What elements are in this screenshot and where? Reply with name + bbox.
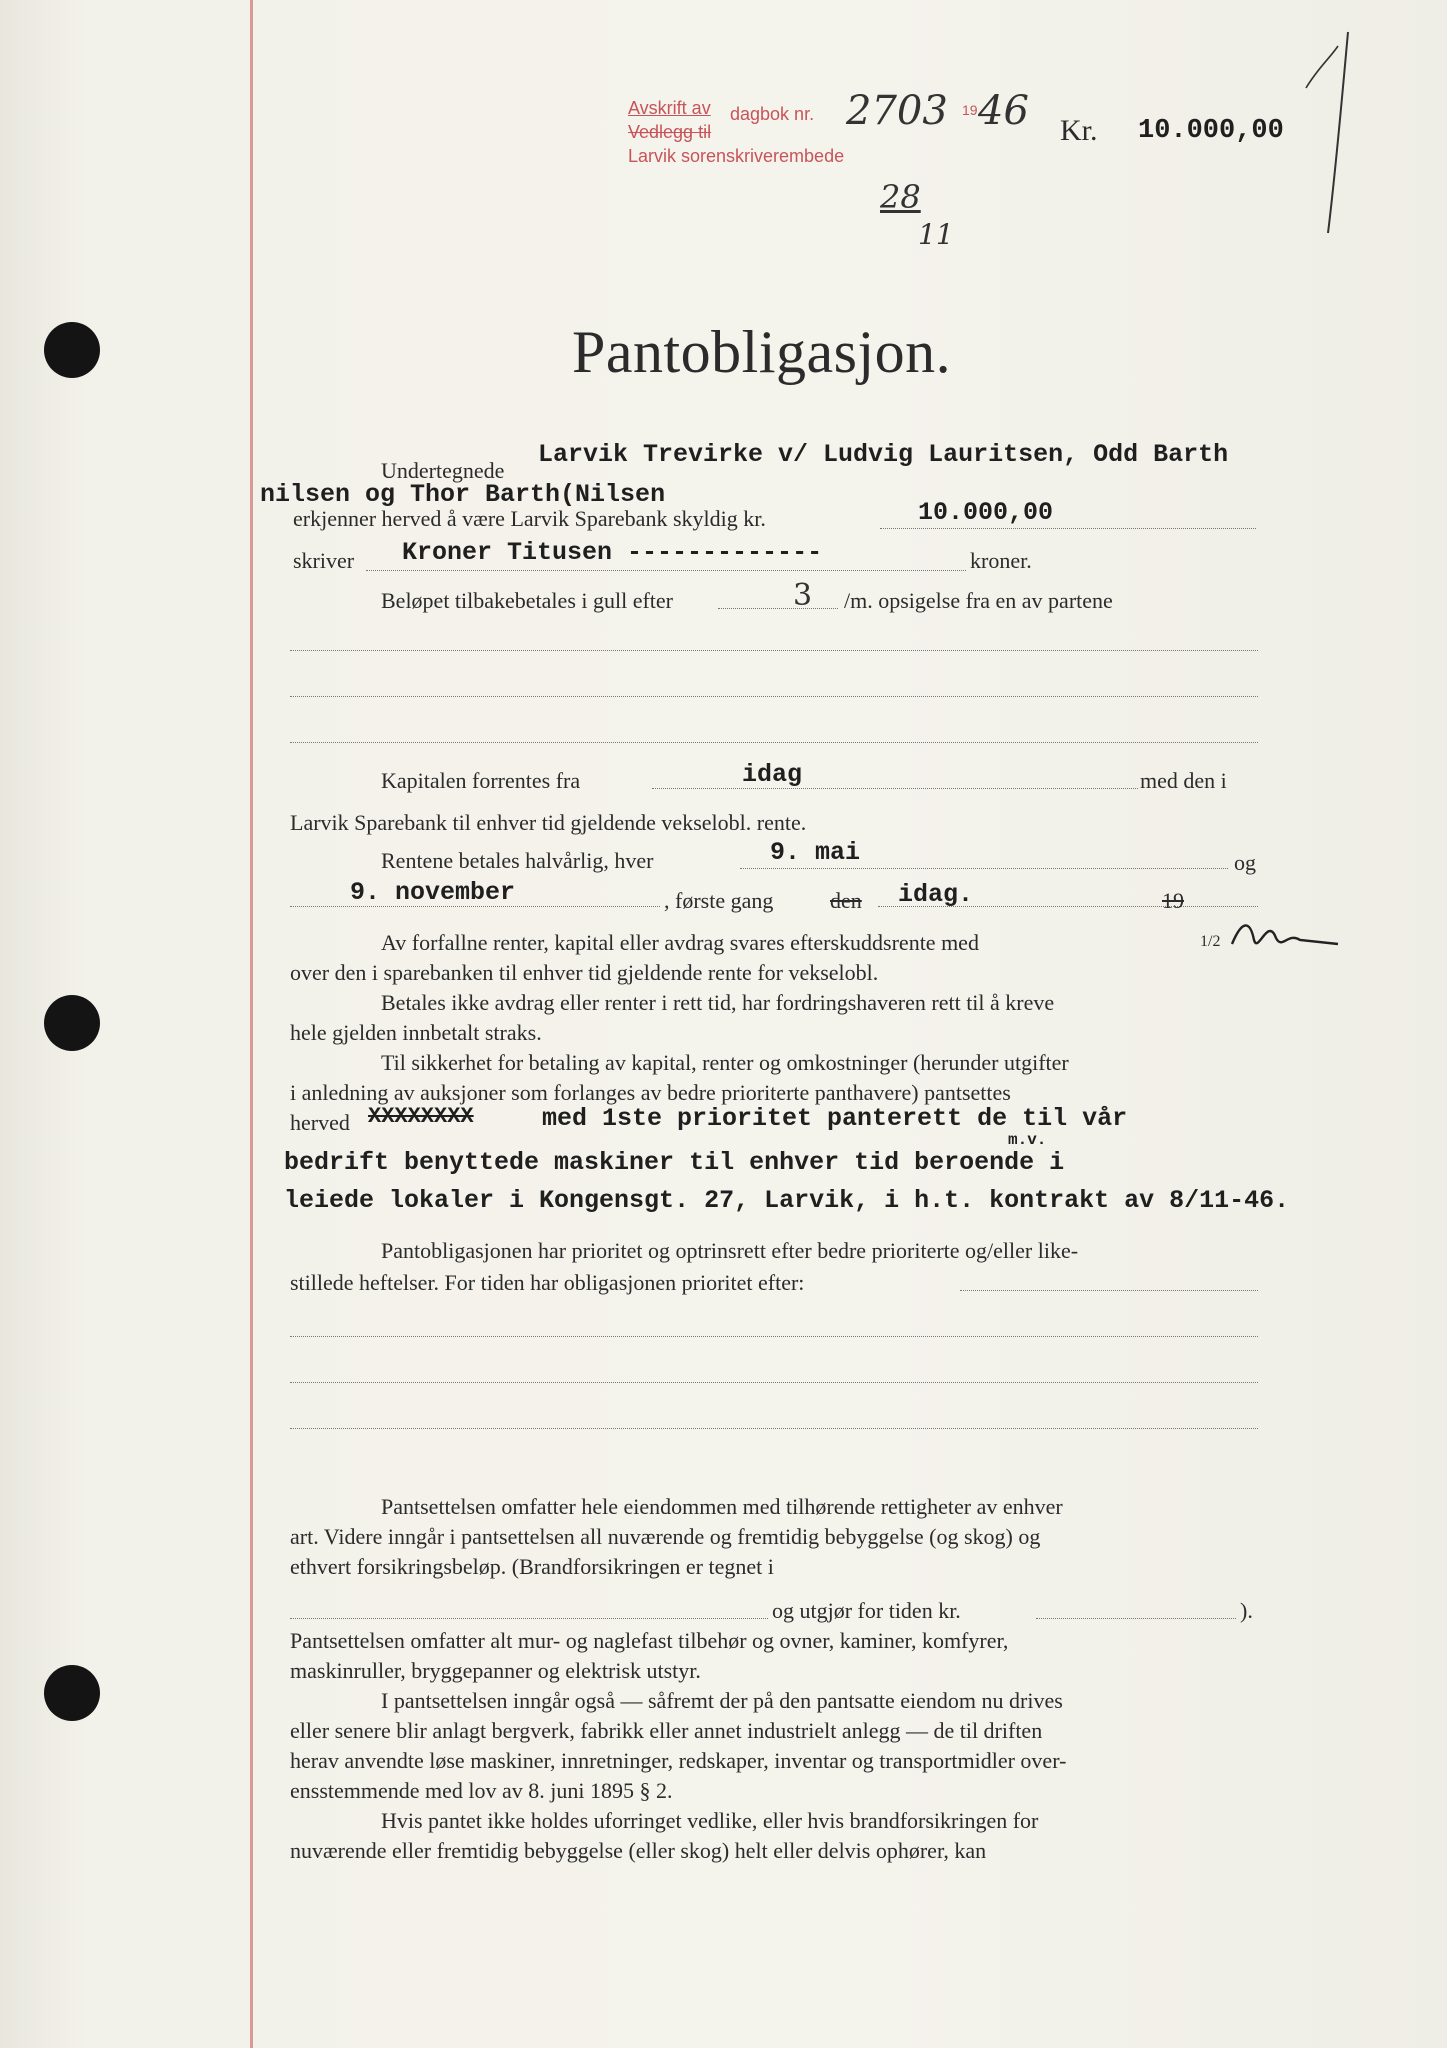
from-date-line (652, 788, 1138, 789)
collateral-line-2: bedrift benyttede maskiner til enhver tid beroende i (284, 1148, 1065, 1177)
erkjenner-text: erkjenner herved å være Larvik Sparebank skyldig kr. (293, 506, 766, 531)
stamp-court: Larvik sorenskriverembede (628, 146, 845, 166)
rentene-text: Rentene betales halvårlig, hver (381, 848, 654, 873)
interest-scribble (1228, 910, 1348, 960)
date-month: 11 (918, 218, 954, 251)
amount-value: 10.000,00 (1138, 116, 1284, 146)
collateral-line-3: leiede lokaler i Kongensgt. 27, Larvik, i h.t. kontrakt av 8/11-46. (284, 1186, 1290, 1215)
stamp-dagbok: dagbok nr. (730, 104, 815, 124)
hvis-line-1: Hvis pantet ikke holdes uforringet vedlike, eller hvis brandforsikringen for (381, 1808, 1039, 1833)
ogsa-line-2: eller senere blir anlagt bergverk, fabrikk eller annet industrielt anlegg — de til driften (290, 1718, 1043, 1743)
omfatter-line-2: art. Videre inngår i pantsettelsen all nuværende og fremtidig bebyggelse (og skog) og (290, 1524, 1041, 1549)
herved-struck: XXXXXXXX (368, 1104, 474, 1129)
punch-hole-top (44, 322, 100, 378)
over-den-text: over den i sparebanken til enhver tid gjeldende rente for vekselobl. (290, 960, 879, 985)
punch-hole-middle (44, 995, 100, 1051)
forste-year: 19 (1162, 888, 1184, 913)
skriver-label: skriver (293, 548, 355, 573)
document-title: Pantobligasjon. (572, 319, 952, 385)
date-day: 28 (880, 178, 921, 216)
tilbake-text: Beløpet tilbakebetales i gull efter (381, 588, 674, 613)
dagbok-number: 2703 (846, 88, 948, 134)
ogsa-line-4: ensstemmende med lov av 8. juni 1895 § 2. (290, 1778, 673, 1803)
year-number: 46 (978, 88, 1029, 134)
larvik-rente-text: Larvik Sparebank til enhver tid gjeldende vekselobl. rente. (290, 810, 807, 835)
from-date: idag (742, 760, 803, 789)
collateral-insert: m.v. (1008, 1131, 1047, 1149)
blank-line-6 (290, 1428, 1258, 1429)
betales-ikke-line-2: hele gjelden innbetalt straks. (290, 1020, 542, 1045)
months-line (718, 608, 838, 609)
collateral-line-1: med 1ste prioritet panterett de til vår (542, 1104, 1128, 1133)
kroner-label: kroner. (970, 548, 1032, 573)
stamp-year-prefix: 19 (962, 102, 978, 118)
debtor-line-1: Larvik Trevirke v/ Ludvig Lauritsen, Odd Barth (538, 440, 1229, 469)
prioritet-line-1: Pantobligasjonen har prioritet og optrinsrett efter bedre prioriterte og/eller like- (381, 1238, 1079, 1263)
herved-label: herved (290, 1110, 350, 1135)
sum-words: Kroner Titusen ------------- (402, 538, 823, 567)
forste-den: den (830, 888, 862, 913)
debtor-line-2: nilsen og Thor Barth(Nilsen (260, 480, 666, 509)
av-forfallne-text: Av forfallne renter, kapital eller avdrag svares efterskuddsrente med (381, 930, 979, 955)
punch-hole-bottom (44, 1665, 100, 1721)
med-den-text: med den i (1140, 768, 1227, 793)
blank-line-2 (290, 696, 1258, 697)
opsigelse-text: /m. opsigelse fra en av partene (844, 588, 1113, 613)
blank-line-5 (290, 1382, 1258, 1383)
blank-line-4 (290, 1336, 1258, 1337)
date1-line (740, 868, 1228, 869)
utgjor-line-left (290, 1618, 768, 1619)
undertegnede-label: Undertegnede (381, 458, 505, 483)
omfatter-line-3: ethvert forsikringsbeløp. (Brandforsikringen er tegnet i (290, 1554, 774, 1579)
stamp-vedlegg: Vedlegg til (628, 122, 712, 142)
words-line (366, 570, 966, 571)
stamp-avskrift: Avskrift av (628, 98, 711, 118)
blank-line-3 (290, 742, 1258, 743)
utgjor-end: ). (1240, 1598, 1253, 1623)
sum-figures: 10.000,00 (918, 498, 1054, 527)
mur-line-2: maskinruller, bryggepanner og elektrisk utstyr. (290, 1658, 701, 1683)
forste-text: , første gang (664, 888, 774, 913)
date2-value: 9. november (350, 878, 516, 907)
ogsa-line-3: herav anvendte løse maskiner, innretninger, redskaper, inventar og transportmidler over- (290, 1748, 1067, 1773)
sikkerhet-line-2: i anledning av auksjoner som forlanges av bedre prioriterte panthavere) pantsettes (290, 1080, 1011, 1105)
forste-value: idag. (898, 880, 974, 909)
og-text: og (1234, 850, 1256, 875)
ogsa-line-1: I pantsettelsen inngår også — såfremt der på den pantsatte eiendom nu drives (381, 1688, 1063, 1713)
amount-label: Kr. (1060, 114, 1098, 147)
prioritet-line-2: stillede heftelser. For tiden har obligasjonen prioritet efter: (290, 1270, 805, 1295)
utgjor-text: og utgjør for tiden kr. (772, 1598, 961, 1623)
sum-line (880, 528, 1256, 529)
date1-value: 9. mai (770, 838, 861, 867)
betales-ikke-line-1: Betales ikke avdrag eller renter i rett tid, har fordringshaveren rett til å kreve (381, 990, 1055, 1015)
months-value: 3 (793, 578, 813, 613)
margin-rule (250, 0, 253, 2048)
blank-line-1 (290, 650, 1258, 651)
mur-line-1: Pantsettelsen omfatter alt mur- og naglefast tilbehør og ovner, kaminer, komfyrer, (290, 1628, 1009, 1653)
hvis-line-2: nuværende eller fremtidig bebyggelse (eller skog) helt eller delvis ophører, kan (290, 1838, 987, 1863)
prioritet-line (960, 1290, 1258, 1291)
interest-fraction: 1/2 (1200, 933, 1221, 950)
utgjor-line-right (1036, 1618, 1236, 1619)
kapitalen-text: Kapitalen forrentes fra (381, 768, 581, 793)
sikkerhet-line-1: Til sikkerhet for betaling av kapital, renter og omkostninger (herunder utgifter (381, 1050, 1069, 1075)
omfatter-line-1: Pantsettelsen omfatter hele eiendommen med tilhørende rettigheter av enhver (381, 1494, 1063, 1519)
pen-mark (1298, 28, 1378, 248)
